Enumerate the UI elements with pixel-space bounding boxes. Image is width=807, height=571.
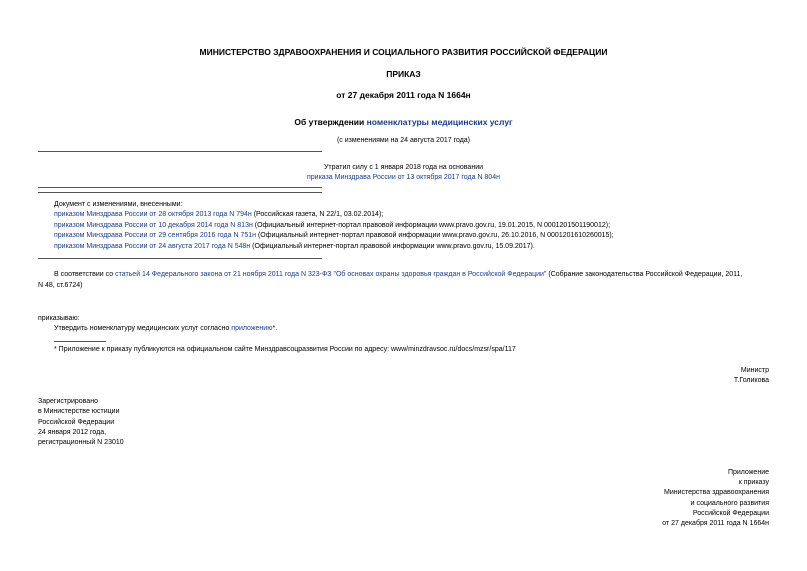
change-source: (Официальный интернет-портал правовой информации www.pravo.gov.ru, 15.09.2017). (250, 243, 535, 250)
lost-force-text: Утратил силу с 1 января 2018 года на основании (323, 164, 484, 171)
change-source: (Официальный интернет-портал правовой информации www.pravo.gov.ru, 19.01.2015, N 0001201501190012); (252, 222, 611, 229)
list-item (54, 210, 383, 220)
appendix-line: от 27 декабря 2011 года N 1664н (662, 520, 769, 527)
preamble-suffix: (Собрание законодательства Российской Федерации, 2011, (546, 271, 743, 278)
signature-name: Т.Голикова (733, 377, 769, 384)
registration-line: регистрационный N 23010 (38, 439, 124, 446)
appendix-link[interactable]: приложению (231, 325, 273, 332)
law-link[interactable]: статьей 14 Федерального закона от 21 ноября 2011 года N 323-ФЗ "Об основах охраны здоровья граждан в Российской Федерации" (115, 271, 547, 278)
preamble-prefix: В соответствии со (54, 271, 116, 278)
footnote: * Приложение к приказу публикуются на официальном сайте Минздравсоцразвития России по адресу: www/minzdravsoc.ru/docs/mzsr/spa/117 (54, 346, 516, 353)
order-text-prefix: Утвердить номенклатуру медицинских услуг согласно (54, 325, 232, 332)
change-link[interactable]: приказом Минздрава России от 28 октября 2013 года N 794н (54, 211, 252, 218)
divider (38, 258, 322, 259)
change-source: (Российская газета, N 22/1, 03.02.2014); (251, 211, 384, 218)
ministry-title: МИНИСТЕРСТВО ЗДРАВООХРАНЕНИЯ И СОЦИАЛЬНОГО РАЗВИТИЯ РОССИЙСКОЙ ФЕДЕРАЦИИ (199, 47, 608, 57)
preamble-line-1 (54, 270, 742, 280)
appendix-line: и социального развития (690, 500, 769, 507)
list-item (54, 221, 610, 231)
change-link[interactable]: приказом Минздрава России от 24 августа 2017 года N 548н (54, 243, 251, 250)
order-word: приказываю: (38, 315, 80, 322)
order-text (54, 324, 277, 334)
appendix-line: Министерства здравоохранения (664, 489, 769, 496)
registration-line: Российской Федерации (38, 419, 115, 426)
appendix-line: к приказу (738, 479, 769, 486)
change-source: (Официальный интернет-портал правовой информации www.pravo.gov.ru, 26.10.2016, N 0001201610260015); (256, 232, 614, 239)
preamble-line-2: N 48, ст.6724) (38, 282, 83, 289)
list-item (54, 242, 535, 252)
divider (38, 151, 322, 152)
revision-note: (с изменениями на 24 августа 2017 года) (336, 137, 471, 144)
registration-line: Зарегистрировано (38, 398, 98, 405)
appendix-line: Приложение (727, 469, 769, 476)
list-item (54, 231, 614, 241)
divider (38, 187, 322, 188)
signature-position: Министр (740, 367, 769, 374)
lost-force-link[interactable]: приказа Минздрава России от 13 октября 2017 года N 804н (306, 174, 501, 181)
appendix-line: Российской Федерации (692, 510, 769, 517)
lost-force-link-line (0, 173, 807, 183)
change-link[interactable]: приказом Минздрава России от 10 декабря 2014 года N 813н (54, 222, 253, 229)
doc-date: от 27 декабря 2011 года N 1664н (336, 90, 471, 100)
changes-heading: Документ с изменениями, внесенными: (54, 201, 183, 208)
document-title (0, 116, 807, 128)
title-prefix: Об утверждении (294, 117, 367, 127)
order-text-suffix: *. (272, 325, 278, 332)
divider (38, 192, 322, 193)
doc-type: ПРИКАЗ (386, 69, 421, 79)
footnote-divider (54, 341, 106, 342)
registration-line: 24 января 2012 года, (38, 429, 107, 436)
title-link[interactable]: номенклатуры медицинских услуг (366, 117, 513, 127)
registration-line: в Министерстве юстиции (38, 408, 120, 415)
change-link[interactable]: приказом Минздрава России от 29 сентября 2016 года N 751н (54, 232, 256, 239)
